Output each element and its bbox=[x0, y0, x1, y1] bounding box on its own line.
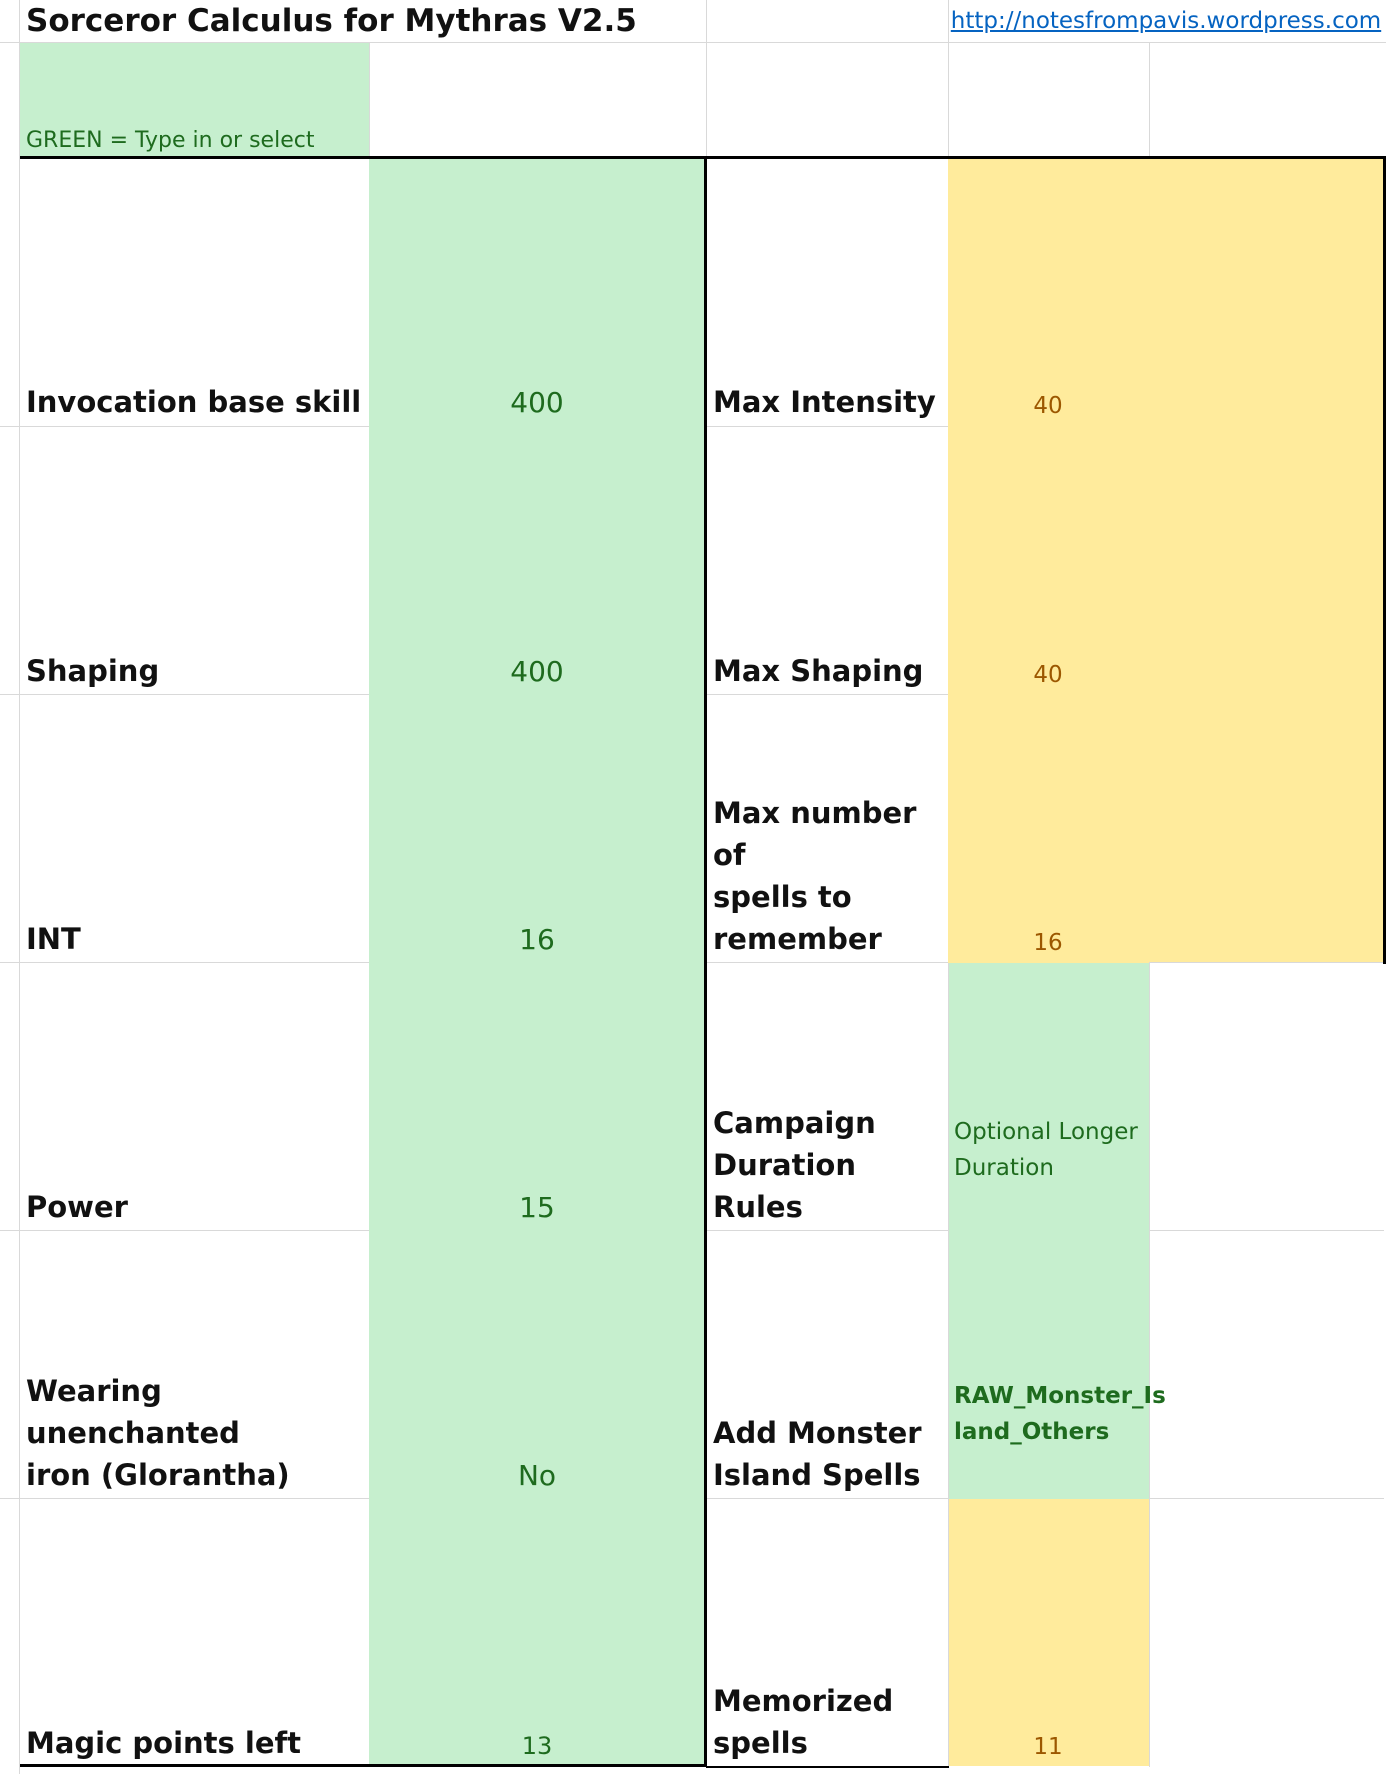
right-row-calc-value: 40 bbox=[1033, 662, 1063, 688]
right-row-label: Max Intensity bbox=[713, 385, 936, 419]
left-row-input[interactable]: No bbox=[517, 1459, 557, 1492]
right-row-calc-value: 40 bbox=[1033, 393, 1063, 419]
left-row-input[interactable]: 15 bbox=[519, 1191, 555, 1224]
left-row-label: Magic points left bbox=[26, 1726, 301, 1760]
left-row-label: Invocation base skill bbox=[26, 385, 362, 419]
gridline bbox=[1149, 1498, 1384, 1499]
gridline bbox=[1149, 1230, 1384, 1231]
border-bottom-right bbox=[706, 1766, 949, 1768]
sheet-title: Sorceror Calculus for Mythras V2.5 bbox=[26, 3, 637, 39]
right-row-input[interactable]: Optional Longer Duration bbox=[954, 1119, 1138, 1181]
right-row-label: Max Shaping bbox=[713, 654, 924, 688]
left-row-input[interactable]: 400 bbox=[510, 386, 564, 419]
right-row-label: Campaign Duration Rules bbox=[713, 1106, 876, 1224]
left-row-label: Power bbox=[26, 1190, 128, 1224]
right-row-label: Max number of spells to remember bbox=[713, 796, 917, 956]
right-row-input[interactable]: RAW_Monster_Is land_Others bbox=[954, 1383, 1166, 1445]
left-row-input[interactable]: 13 bbox=[521, 1732, 553, 1760]
right-row-label: Memorized spells bbox=[713, 1684, 894, 1760]
legend-note: GREEN = Type in or select bbox=[26, 128, 315, 153]
gridline bbox=[1149, 42, 1150, 158]
website-link[interactable]: http://notesfrompavis.wordpress.com bbox=[950, 8, 1382, 34]
right-row-calc-value: 11 bbox=[1033, 1734, 1063, 1760]
right-row-label: Add Monster Island Spells bbox=[713, 1416, 922, 1492]
left-row-label: Wearing unenchanted iron (Glorantha) bbox=[26, 1374, 290, 1492]
gridline bbox=[369, 42, 370, 158]
left-row-label: Shaping bbox=[26, 654, 160, 688]
right-row-calc-value: 16 bbox=[1033, 930, 1063, 956]
left-row-input[interactable]: 16 bbox=[519, 923, 555, 956]
left-row-input[interactable]: 400 bbox=[510, 655, 564, 688]
left-row-label: INT bbox=[26, 922, 81, 956]
gridline bbox=[706, 0, 707, 158]
gridline bbox=[1149, 962, 1384, 963]
gridline bbox=[1149, 963, 1150, 1767]
